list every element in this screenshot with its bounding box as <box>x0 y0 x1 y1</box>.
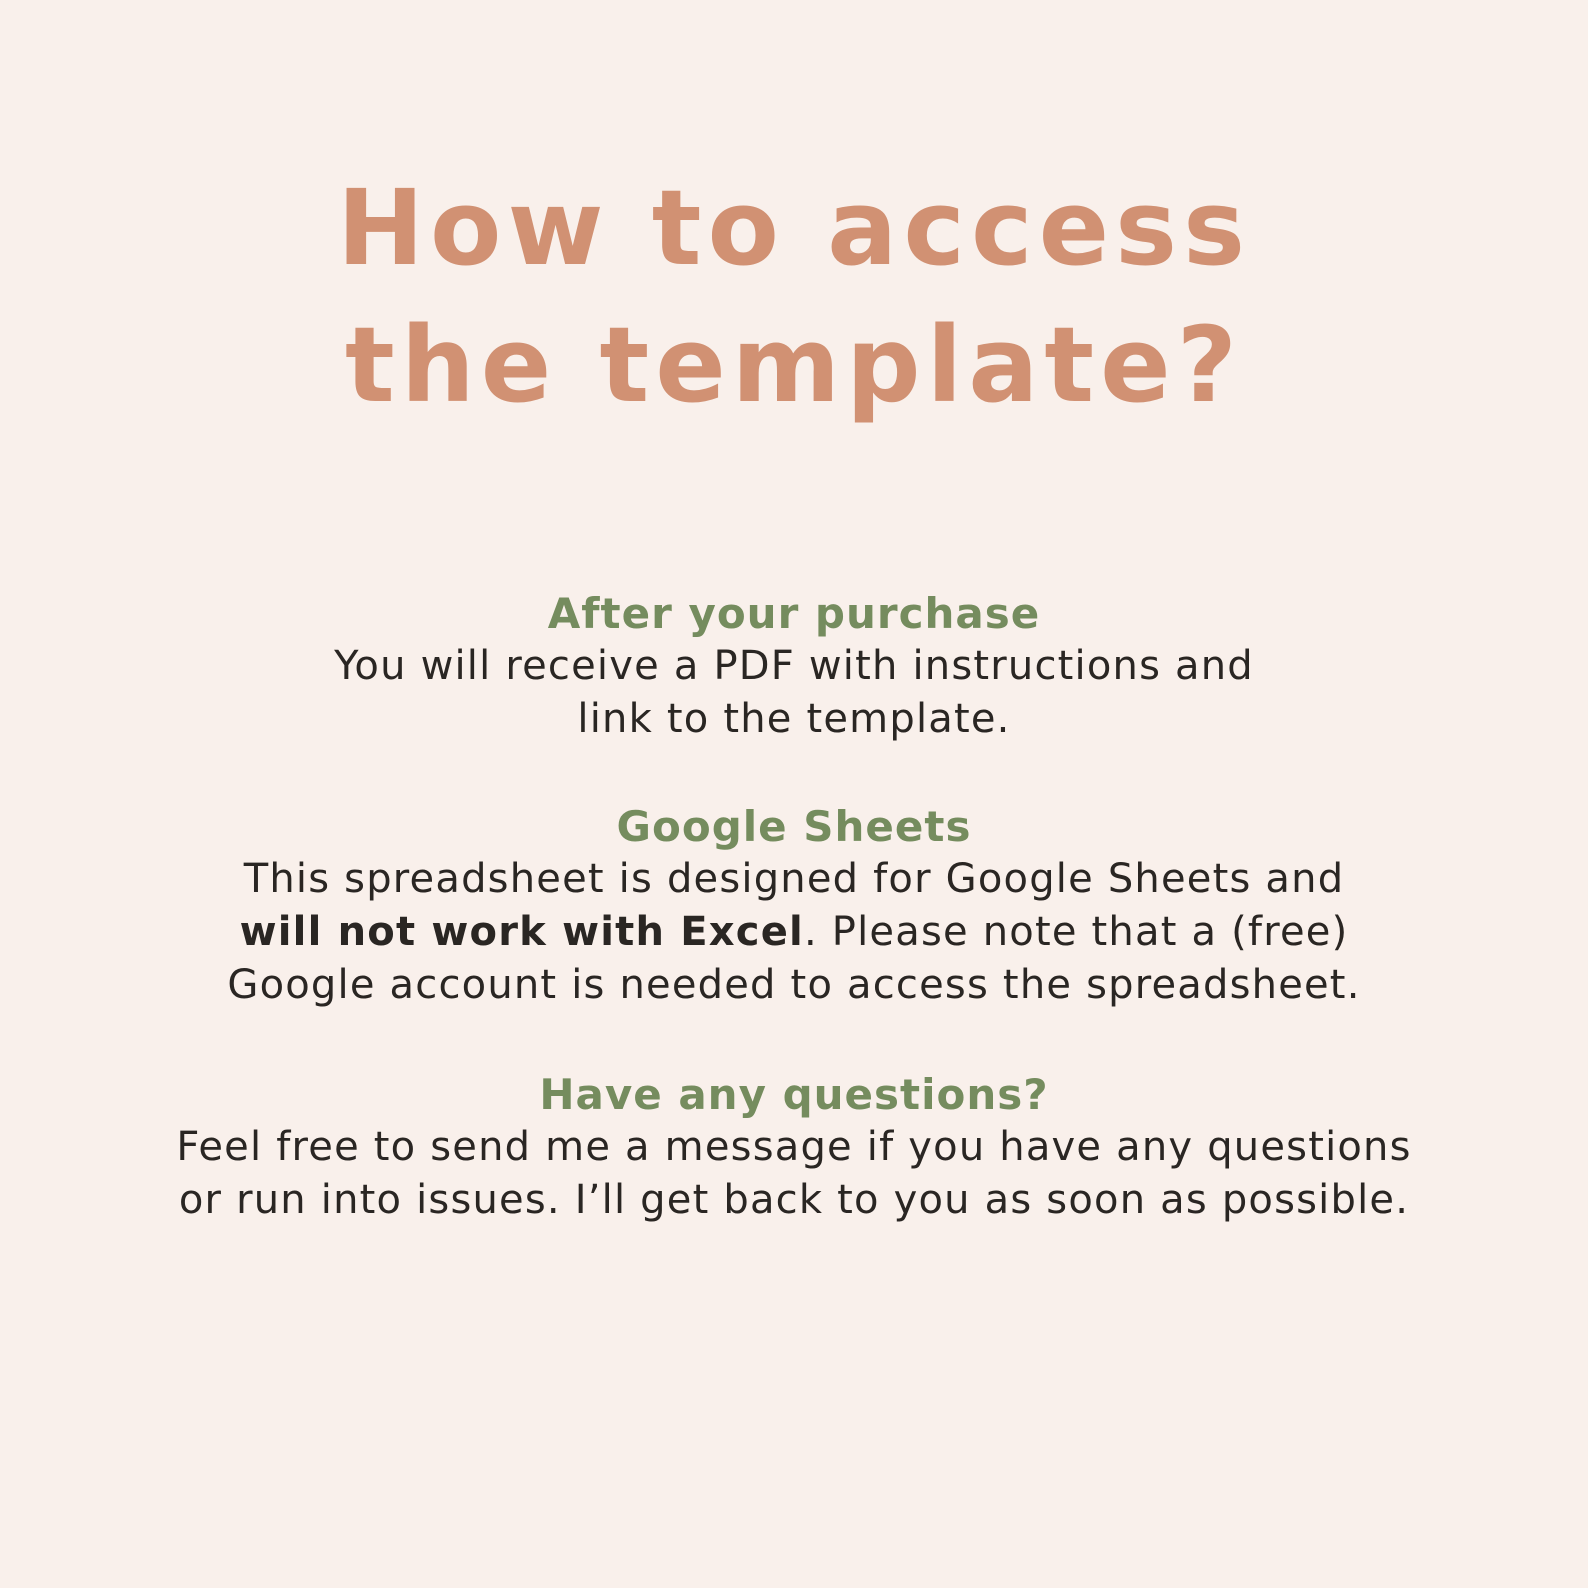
questions-heading: Have any questions? <box>539 1070 1049 1119</box>
page-title <box>0 160 1588 434</box>
page-title-line-2: the template? <box>345 304 1243 426</box>
after-purchase-text-line-2: link to the template. <box>577 696 1011 742</box>
google-sheets-text-line-2-rest: . Please note that a (free) <box>803 909 1349 955</box>
google-sheets-text-line-1: This spreadsheet is designed for Google Sheets and <box>243 856 1345 902</box>
excel-warning-text: will not work with Excel <box>239 909 804 955</box>
google-sheets-section <box>0 800 1588 1012</box>
after-purchase-text-line-1: You will receive a PDF with instructions and <box>334 643 1254 689</box>
after-purchase-section <box>0 587 1588 746</box>
google-sheets-text-line-3: Google account is needed to access the spreadsheet. <box>227 962 1361 1008</box>
questions-section <box>0 1068 1588 1227</box>
page-title-line-1: How to access <box>337 167 1251 289</box>
google-sheets-text-line-2 <box>0 906 1588 959</box>
after-purchase-heading: After your purchase <box>547 589 1041 638</box>
google-sheets-heading: Google Sheets <box>616 802 972 851</box>
questions-text-line-1: Feel free to send me a message if you have any questions <box>176 1124 1412 1170</box>
questions-text-line-2: or run into issues. I’ll get back to you as soon as possible. <box>178 1177 1410 1223</box>
